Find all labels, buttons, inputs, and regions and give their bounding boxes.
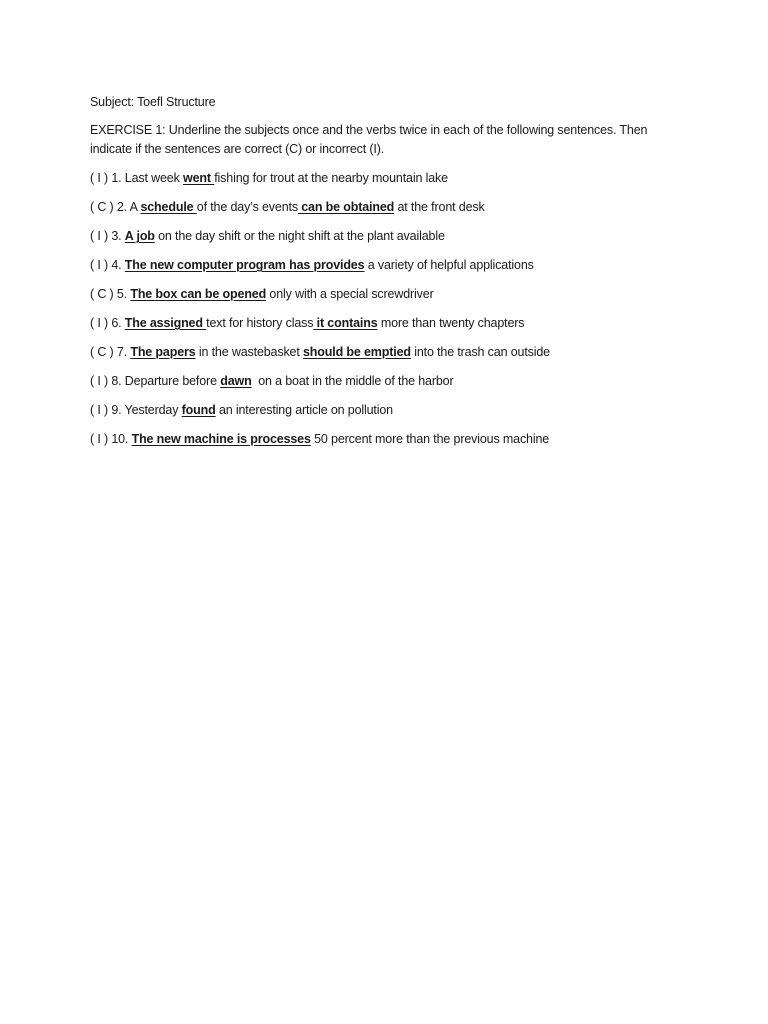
sentence-segment: fishing for trout at the nearby mountain lake: [214, 171, 448, 185]
document-page: [90, 93, 690, 459]
underlined-segment: went: [183, 171, 215, 185]
underlined-segment: dawn: [220, 374, 252, 388]
underlined-segment: The assigned: [124, 316, 207, 330]
sentence-segment: ( I ) 3.: [90, 229, 125, 243]
underlined-segment: can be obtained: [297, 200, 395, 214]
underlined-segment: found: [181, 403, 216, 417]
sentence-segment: on the day shift or the night shift at the plant available: [154, 229, 445, 243]
underlined-segment: it contains: [313, 316, 378, 330]
exercise-sentence: [90, 227, 690, 256]
sentence-segment: on a boat in the middle of the harbor: [251, 374, 454, 388]
exercise-sentence: [90, 198, 690, 227]
exercise-sentence: [90, 343, 690, 372]
sentence-segment: an interesting article on pollution: [215, 403, 393, 417]
sentence-segment: into the trash can outside: [410, 345, 550, 359]
sentence-segment: ( I ) 4.: [90, 258, 125, 272]
exercise-sentence: [90, 372, 690, 401]
sentence-segment: ( C ) 7.: [90, 345, 131, 359]
sentence-segment: more than twenty chapters: [377, 316, 525, 330]
sentence-segment: ( I ) 10.: [90, 432, 132, 446]
sentence-segment: ( I ) 1. Last week: [90, 171, 184, 185]
sentence-segment: in the wastebasket: [195, 345, 303, 359]
sentence-list: [90, 169, 690, 459]
sentence-segment: ( I ) 8. Departure before: [90, 374, 221, 388]
sentence-segment: ( C ) 2. A: [90, 200, 141, 214]
exercise-sentence: [90, 401, 690, 430]
underlined-segment: The new machine is processes: [131, 432, 311, 446]
sentence-segment: 50 percent more than the previous machine: [310, 432, 550, 446]
exercise-sentence: [90, 169, 690, 198]
sentence-segment: a variety of helpful applications: [364, 258, 534, 272]
underlined-segment: A job: [124, 229, 155, 243]
document-subject: Subject: Toefl Structure: [90, 95, 216, 109]
exercise-sentence: [90, 256, 690, 285]
sentence-segment: only with a special screwdriver: [266, 287, 434, 301]
exercise-instructions: EXERCISE 1: Underline the subjects once and the verbs twice in each of the following sentences. Then indicate if the sentences are correct (C) or incorrect (I).: [90, 123, 648, 156]
sentence-segment: text for history class: [206, 316, 314, 330]
sentence-segment: at the front desk: [394, 200, 485, 214]
underlined-segment: The papers: [130, 345, 196, 359]
underlined-segment: schedule: [140, 200, 197, 214]
underlined-segment: The new computer program has provides: [124, 258, 365, 272]
sentence-segment: ( C ) 5.: [90, 287, 131, 301]
underlined-segment: The box can be opened: [130, 287, 267, 301]
exercise-sentence: [90, 285, 690, 314]
sentence-segment: ( I ) 6.: [90, 316, 125, 330]
exercise-sentence: [90, 430, 690, 459]
sentence-segment: of the day’s events: [196, 200, 298, 214]
exercise-sentence: [90, 314, 690, 343]
sentence-segment: ( I ) 9. Yesterday: [90, 403, 182, 417]
underlined-segment: should be emptied: [303, 345, 411, 359]
